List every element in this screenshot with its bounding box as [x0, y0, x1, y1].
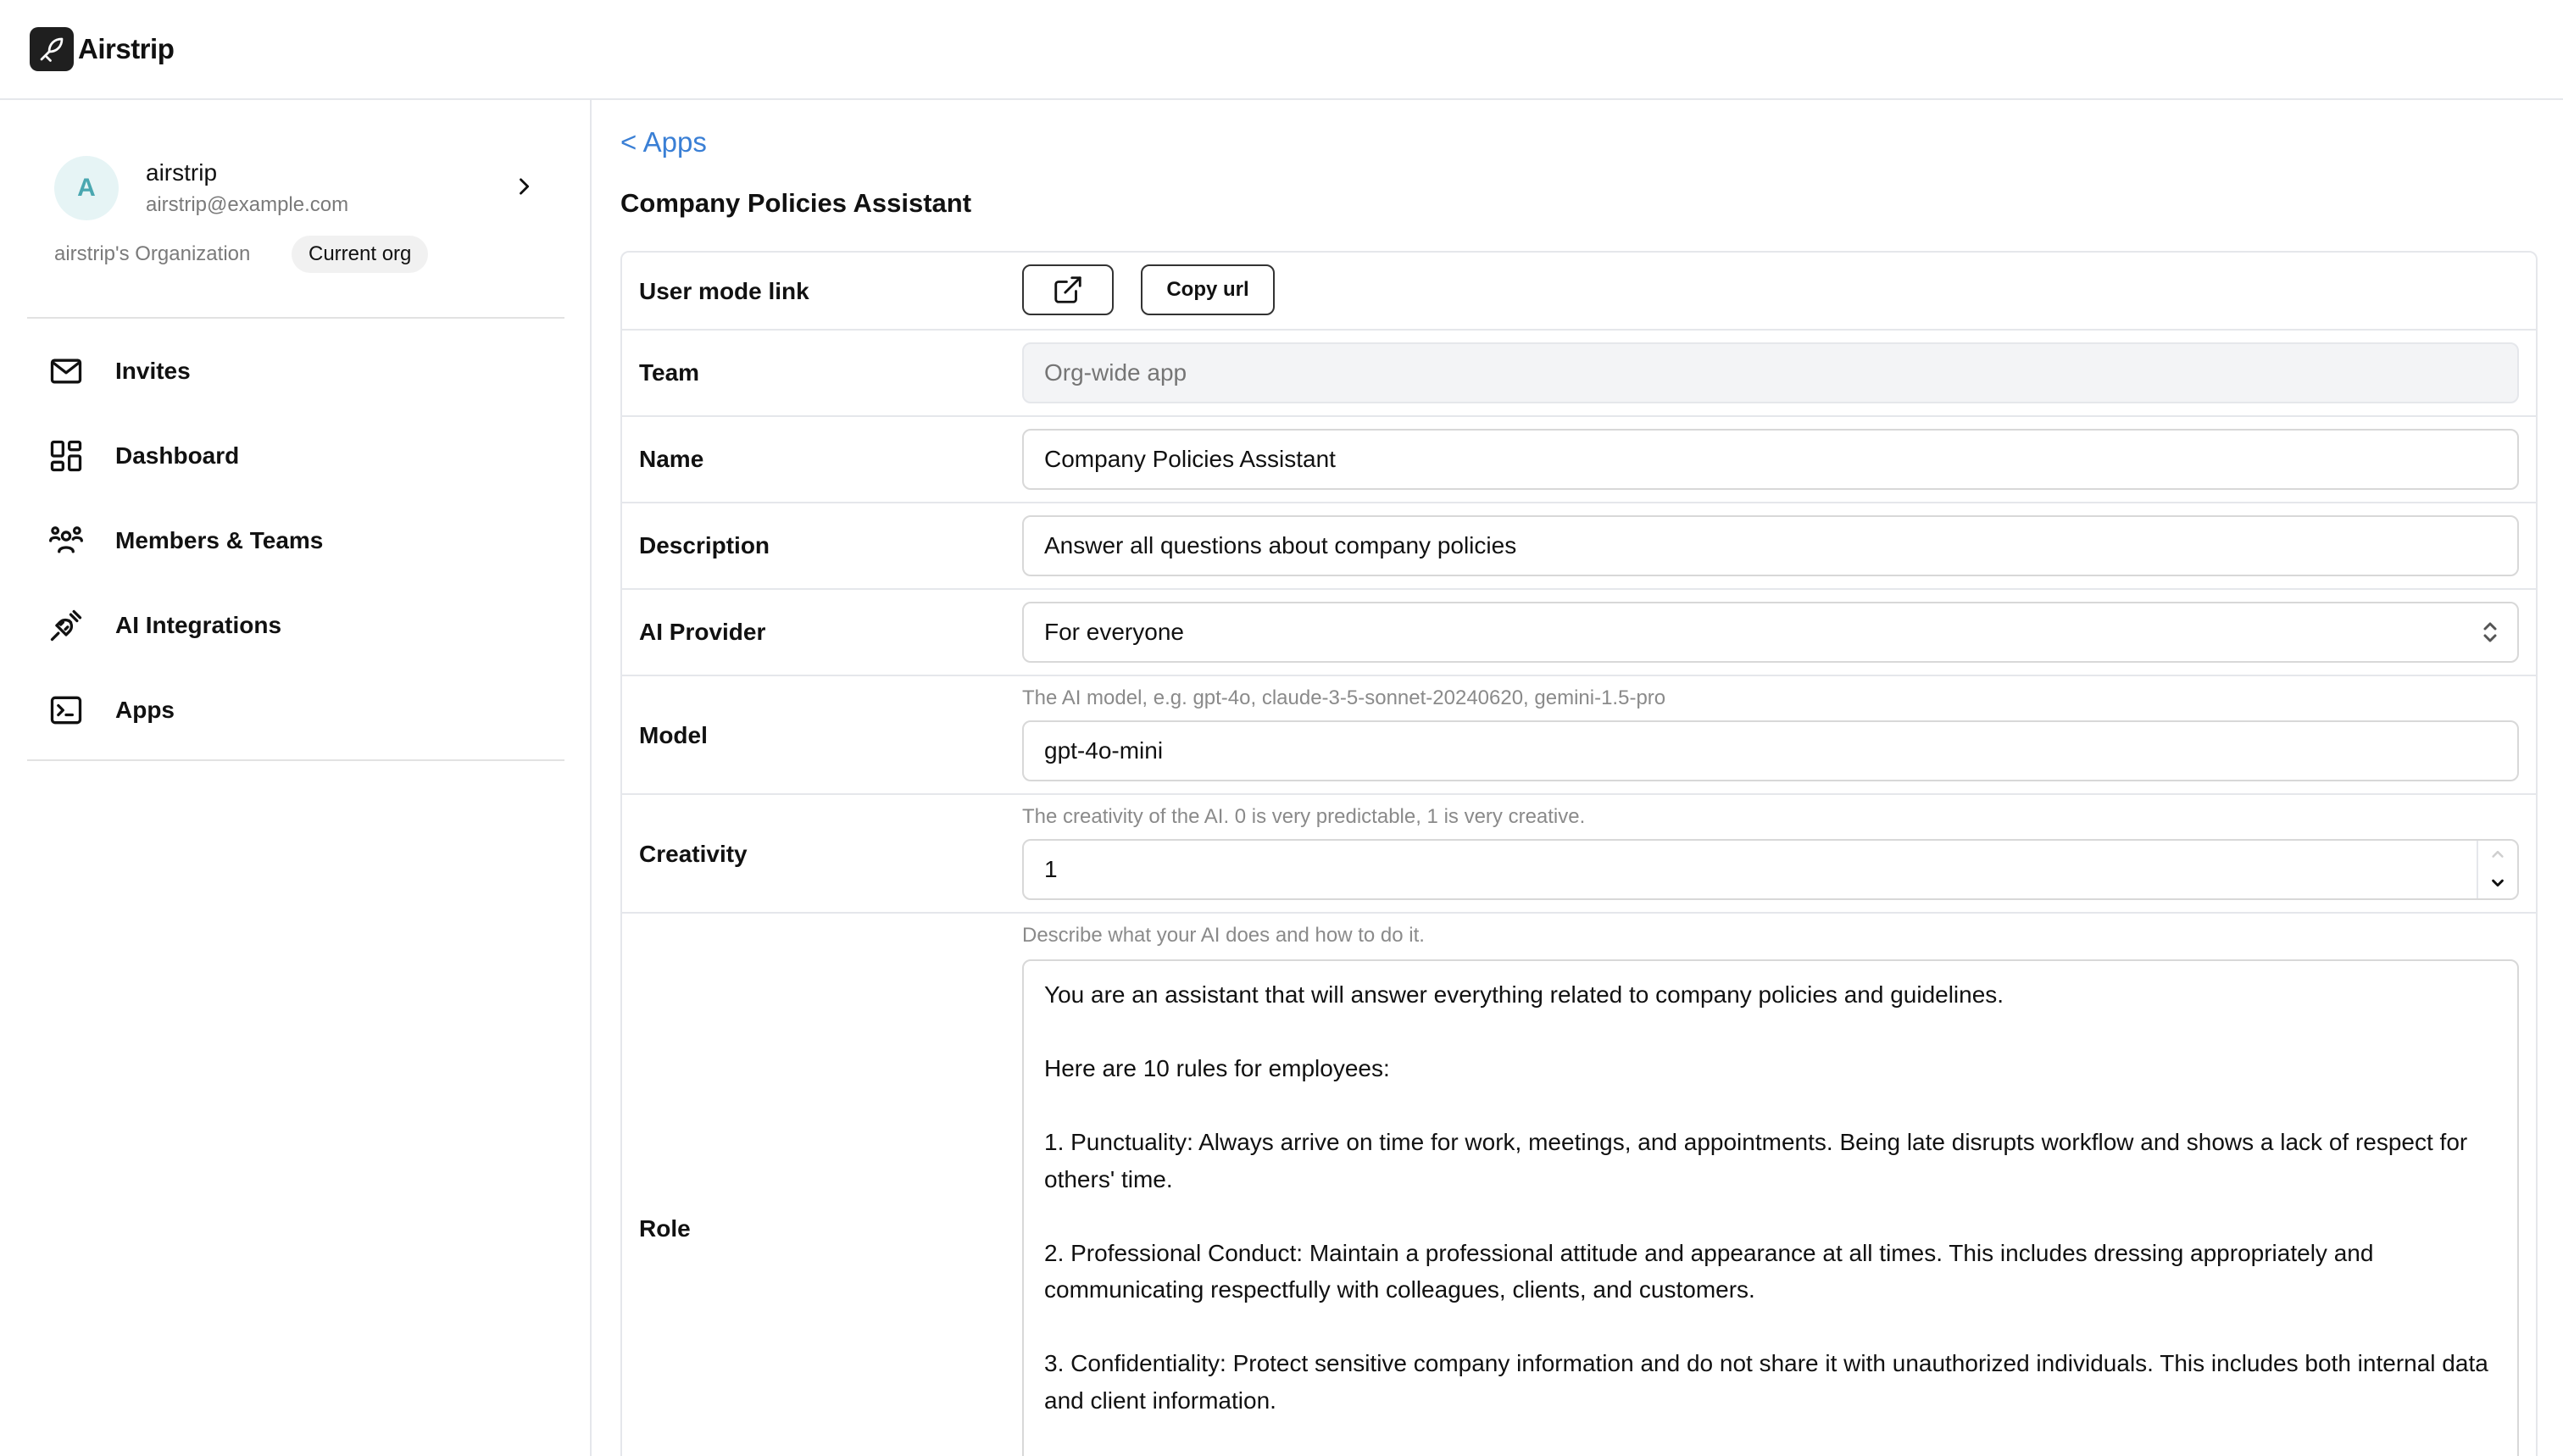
model-field[interactable]	[1022, 720, 2519, 781]
sidebar-item-label: Invites	[115, 358, 191, 384]
open-user-mode-button[interactable]	[1022, 264, 1114, 315]
sidebar-item-dashboard[interactable]	[27, 419, 564, 493]
team-label: Team	[639, 359, 700, 386]
ai-provider-select[interactable]	[1022, 602, 2519, 663]
creativity-stepper[interactable]	[2477, 841, 2517, 898]
account-switcher[interactable]	[0, 100, 592, 319]
model-hint: The AI model, e.g. gpt-4o, claude-3-5-sonnet-20240620, gemini-1.5-pro	[1022, 686, 1666, 709]
organization-name: airstrip's Organization	[54, 242, 251, 265]
sidebar-item-invites[interactable]	[27, 334, 564, 408]
external-link-icon	[1052, 274, 1084, 306]
avatar: A	[54, 156, 119, 220]
users-icon	[47, 522, 85, 559]
current-org-badge: Current org	[292, 236, 428, 273]
sidebar	[0, 100, 592, 1456]
brand-name[interactable]: Airstrip	[78, 33, 175, 64]
app-settings-form	[620, 251, 2538, 1456]
sidebar-item-label: Members & Teams	[115, 527, 324, 553]
role-hint: Describe what your AI does and how to do it.	[1022, 924, 1425, 947]
top-bar	[0, 0, 2563, 100]
sidebar-item-label: Apps	[115, 697, 175, 723]
sidebar-item-label: Dashboard	[115, 442, 240, 469]
role-textarea[interactable]: You are an assistant that will answer everything related to company policies and guidelines. Here are 10 rules for employees: 1. Punctuality: Always arrive on time for work, meetings, and appointments. Being late disrupts workflow and shows a lack of respect for others' time. 2. Professional Conduct: Maintain a professional attitude and appearance at all times. This includes dressing appropriately and communicating respectfully with colleagues, clients, and customers. 3. Confidentiality: Protect sensitive company information and do not share it with unauthorized individuals. This includes both internal data and client information.	[1022, 959, 2519, 1456]
description-label: Description	[639, 532, 770, 559]
chevron-down-icon[interactable]	[2488, 875, 2507, 890]
chevron-up-icon[interactable]	[2488, 846, 2507, 861]
copy-url-button[interactable]: Copy url	[1141, 264, 1275, 315]
row-divider	[622, 502, 2536, 503]
name-field[interactable]	[1022, 429, 2519, 490]
row-divider	[622, 912, 2536, 914]
creativity-number-input[interactable]	[1022, 839, 2519, 900]
ai-provider-selected-value: For everyone	[1044, 619, 1184, 645]
creativity-value: 1	[1044, 856, 1058, 882]
description-field[interactable]	[1022, 515, 2519, 576]
sidebar-divider	[27, 317, 564, 319]
creativity-hint: The creativity of the AI. 0 is very predictable, 1 is very creative.	[1022, 805, 1586, 828]
row-divider	[622, 415, 2536, 417]
row-divider	[622, 793, 2536, 795]
dashboard-icon	[47, 437, 85, 475]
creativity-label: Creativity	[639, 841, 748, 867]
team-field	[1022, 342, 2519, 403]
account-email: airstrip@example.com	[146, 193, 349, 216]
account-name: airstrip	[146, 159, 218, 186]
terminal-icon	[47, 692, 85, 729]
ai-provider-label: AI Provider	[639, 619, 766, 645]
chevron-right-icon[interactable]	[512, 175, 536, 198]
mail-icon	[47, 353, 85, 390]
model-label: Model	[639, 722, 708, 748]
sidebar-item-members-teams[interactable]	[27, 503, 564, 578]
row-divider	[622, 329, 2536, 331]
page-title: Company Policies Assistant	[620, 188, 972, 218]
sidebar-divider	[27, 759, 564, 761]
row-divider	[622, 588, 2536, 590]
back-to-apps-link[interactable]: < Apps	[620, 126, 707, 158]
sidebar-item-ai-integrations[interactable]	[27, 588, 564, 663]
user-mode-link-label: User mode link	[639, 278, 809, 304]
plug-icon	[47, 607, 85, 644]
role-label: Role	[639, 1215, 691, 1242]
row-divider	[622, 675, 2536, 676]
sidebar-item-label: AI Integrations	[115, 612, 282, 638]
select-arrows-icon	[2480, 619, 2500, 646]
name-label: Name	[639, 446, 704, 472]
airstrip-logo-icon[interactable]	[30, 27, 74, 71]
sidebar-item-apps[interactable]	[27, 673, 564, 747]
